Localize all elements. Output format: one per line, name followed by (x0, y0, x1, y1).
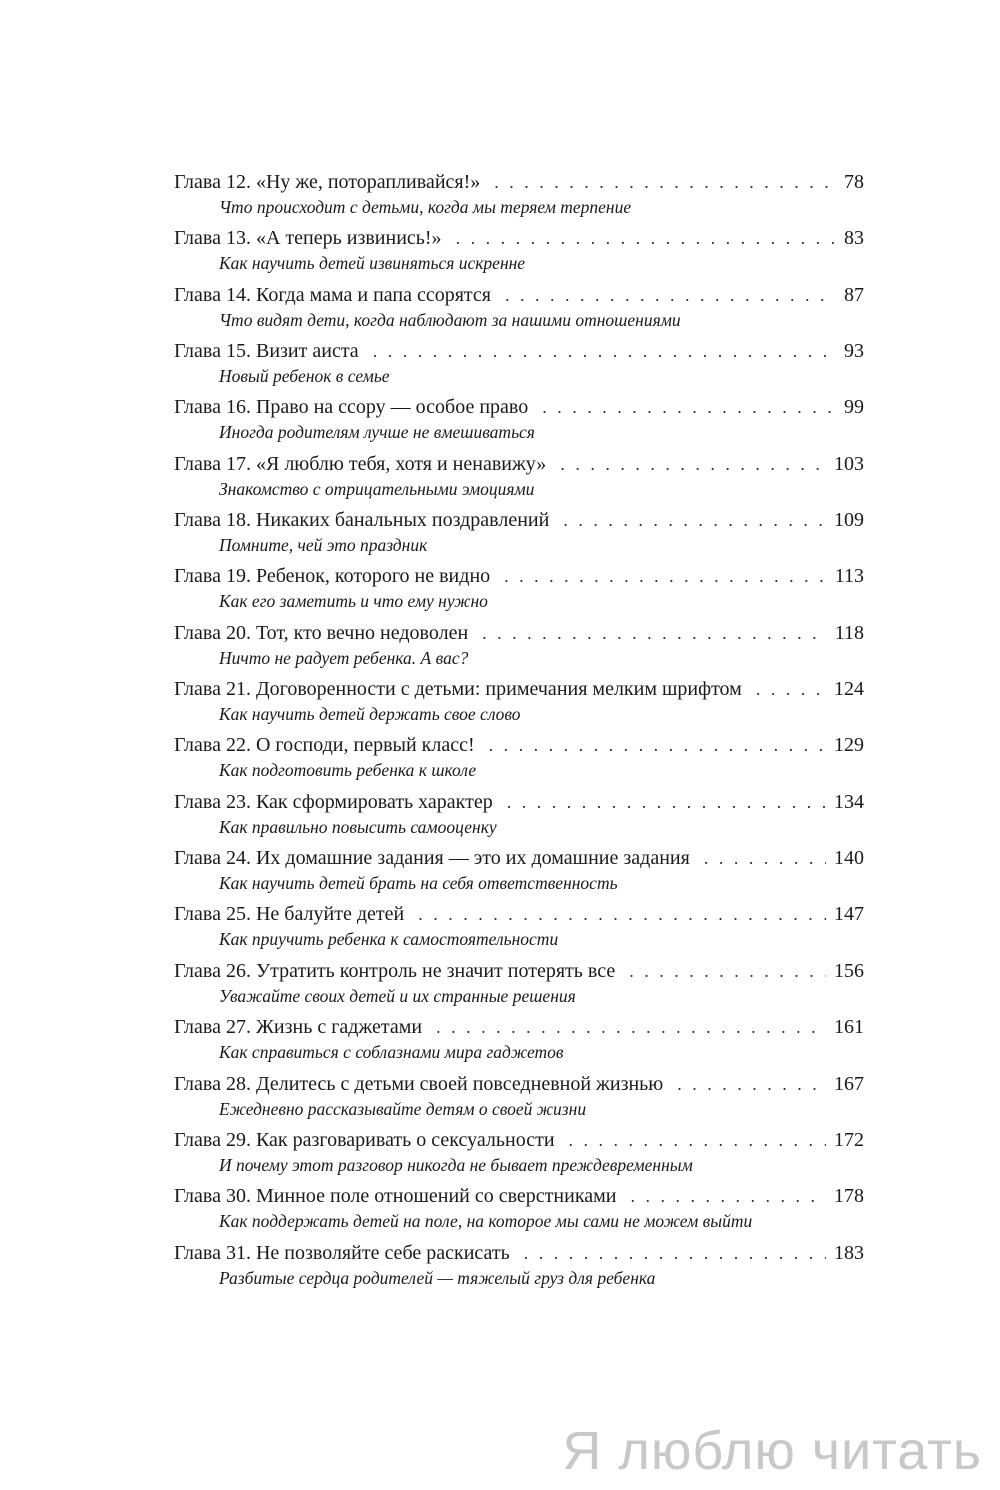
chapter-subtitle: Иногда родителям лучше не вмешиваться (219, 422, 535, 443)
chapter-title: Глава 22. О господи, первый класс! (174, 734, 475, 757)
dot-leader (560, 450, 826, 478)
chapter-subtitle: Знакомство с отрицательными эмоциями (219, 478, 535, 499)
chapter-title: Глава 25. Не балуйте детей (174, 903, 405, 926)
chapter-title: Глава 19. Ребенок, которого не видно (174, 565, 491, 588)
page-number: 156 (834, 959, 864, 982)
chapter-title: Глава 31. Не позволяйте себе раскисать (174, 1241, 510, 1264)
table-of-contents (174, 168, 864, 1295)
dot-leader (677, 1070, 826, 1098)
chapter-subtitle: Ежедневно рассказывайте детям о своей жизни (219, 1098, 587, 1119)
toc-entry-heading (174, 450, 864, 478)
chapter-title: Глава 12. «Ну же, поторапливайся!» (174, 171, 481, 193)
chapter-subtitle: Разбитые сердца родителей — тяжелый груз для ребенка (219, 1267, 656, 1288)
chapter-title: Глава 15. Визит аиста (174, 340, 359, 363)
dot-leader (704, 844, 826, 872)
chapter-subtitle: Как научить детей извиняться искренне (219, 253, 526, 274)
toc-entry (174, 337, 864, 393)
chapter-title: Глава 17. «Я люблю тебя, хотя и ненавижу» (174, 452, 547, 475)
dot-leader (482, 619, 827, 647)
toc-entry (174, 281, 864, 337)
dot-leader (524, 1239, 826, 1267)
dot-leader (505, 281, 836, 309)
chapter-title: Глава 26. Утратить контроль не значит потерять все (174, 959, 616, 982)
toc-entry-heading (174, 844, 864, 872)
page-number: 129 (834, 734, 864, 757)
chapter-subtitle: Как подготовить ребенка к школе (219, 760, 477, 781)
toc-entry-heading (174, 731, 864, 759)
toc-entry-heading (174, 1013, 864, 1041)
dot-leader (489, 731, 826, 759)
toc-entry (174, 900, 864, 956)
page-number: 172 (834, 1128, 864, 1151)
chapter-title: Глава 20. Тот, кто вечно недоволен (174, 621, 469, 644)
chapter-subtitle: Помните, чей это праздник (219, 535, 428, 556)
toc-entry (174, 393, 864, 449)
chapter-title: Глава 27. Жизнь с гаджетами (174, 1016, 423, 1039)
toc-entry-heading (174, 224, 864, 252)
chapter-title: Глава 21. Договоренности с детьми: примечания мелким шрифтом (174, 678, 742, 701)
dot-leader (630, 1182, 826, 1210)
dot-leader (507, 788, 826, 816)
toc-entry (174, 957, 864, 1013)
toc-entry (174, 1126, 864, 1182)
dot-leader (456, 224, 836, 252)
toc-entry (174, 619, 864, 675)
toc-entry-heading (174, 1239, 864, 1267)
chapter-subtitle: Как научить детей брать на себя ответственность (219, 873, 618, 894)
toc-entry (174, 224, 864, 280)
page-number: 103 (834, 452, 864, 475)
watermark: Я люблю читать (562, 1421, 982, 1481)
dot-leader (542, 393, 836, 421)
dot-leader (436, 1013, 826, 1041)
dot-leader (629, 957, 826, 985)
chapter-title: Глава 28. Делитесь с детьми своей повседневной жизнью (174, 1072, 664, 1095)
toc-entry-heading (174, 619, 864, 647)
toc-entry (174, 506, 864, 562)
page-number: 183 (834, 1241, 864, 1264)
chapter-title: Глава 30. Минное поле отношений со сверстниками (174, 1185, 617, 1208)
page-number: 78 (844, 171, 864, 193)
toc-entry-heading (174, 957, 864, 985)
toc-entry (174, 1070, 864, 1126)
page-number: 178 (834, 1185, 864, 1208)
page-number: 83 (844, 227, 864, 250)
toc-entry (174, 788, 864, 844)
chapter-subtitle: Что происходит с детьми, когда мы теряем терпение (219, 197, 632, 217)
toc-entry-heading (174, 788, 864, 816)
chapter-subtitle: И почему этот разговор никогда не бывает преждевременным (219, 1154, 693, 1175)
chapter-subtitle: Как его заметить и что ему нужно (219, 591, 488, 612)
dot-leader (563, 506, 826, 534)
page-number: 99 (844, 396, 864, 419)
dot-leader (756, 675, 826, 703)
chapter-title: Глава 18. Никаких банальных поздравлений (174, 509, 550, 532)
toc-entry-heading (174, 1126, 864, 1154)
chapter-title: Глава 13. «А теперь извинись!» (174, 227, 442, 250)
toc-entry-heading (174, 1070, 864, 1098)
page-number: 93 (844, 340, 864, 363)
toc-entry-heading (174, 675, 864, 703)
dot-leader (373, 337, 836, 365)
dot-leader (569, 1126, 826, 1154)
page-number: 161 (834, 1016, 864, 1039)
chapter-subtitle: Ничто не радует ребенка. А вас? (219, 647, 469, 668)
chapter-subtitle: Что видят дети, когда наблюдают за нашими отношениями (219, 309, 681, 330)
page-number: 118 (834, 621, 864, 644)
page-number: 124 (834, 678, 864, 701)
toc-entry (174, 1013, 864, 1069)
chapter-subtitle: Как справиться с соблазнами мира гаджетов (219, 1042, 564, 1063)
chapter-title: Глава 29. Как разговаривать о сексуальности (174, 1128, 555, 1151)
dot-leader (504, 562, 827, 590)
chapter-subtitle: Как правильно повысить самооценку (219, 816, 497, 837)
chapter-subtitle: Как приучить ребенка к самостоятельности (219, 929, 559, 950)
page-number: 134 (834, 790, 864, 813)
chapter-subtitle: Как поддержать детей на поле, на которое мы сами не можем выйти (219, 1211, 753, 1232)
page-number: 113 (834, 565, 864, 588)
toc-entry (174, 1239, 864, 1295)
toc-entry-heading (174, 562, 864, 590)
page-number: 140 (834, 847, 864, 870)
toc-entry-heading (174, 900, 864, 928)
chapter-subtitle: Как научить детей держать свое слово (219, 704, 521, 725)
toc-entry (174, 1182, 864, 1238)
toc-entry-heading (174, 506, 864, 534)
toc-entry-heading (174, 1182, 864, 1210)
toc-entry-heading (174, 337, 864, 365)
toc-entry (174, 168, 864, 224)
toc-entry (174, 450, 864, 506)
toc-entry (174, 844, 864, 900)
chapter-subtitle: Уважайте своих детей и их странные решения (219, 985, 576, 1006)
chapter-title: Глава 14. Когда мама и папа ссорятся (174, 283, 491, 306)
dot-leader (494, 168, 836, 196)
chapter-title: Глава 16. Право на ссору — особое право (174, 396, 529, 419)
chapter-title: Глава 24. Их домашние задания — это их домашние задания (174, 847, 690, 870)
dot-leader (418, 900, 826, 928)
page-number: 147 (834, 903, 864, 926)
chapter-title: Глава 23. Как сформировать характер (174, 790, 493, 813)
toc-entry (174, 562, 864, 618)
toc-entry-heading (174, 281, 864, 309)
page-number: 167 (834, 1072, 864, 1095)
toc-entry-heading (174, 168, 864, 196)
chapter-subtitle: Новый ребенок в семье (219, 366, 390, 387)
toc-entry (174, 675, 864, 731)
toc-entry (174, 731, 864, 787)
toc-entry-heading (174, 393, 864, 421)
page-number: 87 (844, 283, 864, 306)
page-number: 109 (834, 509, 864, 532)
